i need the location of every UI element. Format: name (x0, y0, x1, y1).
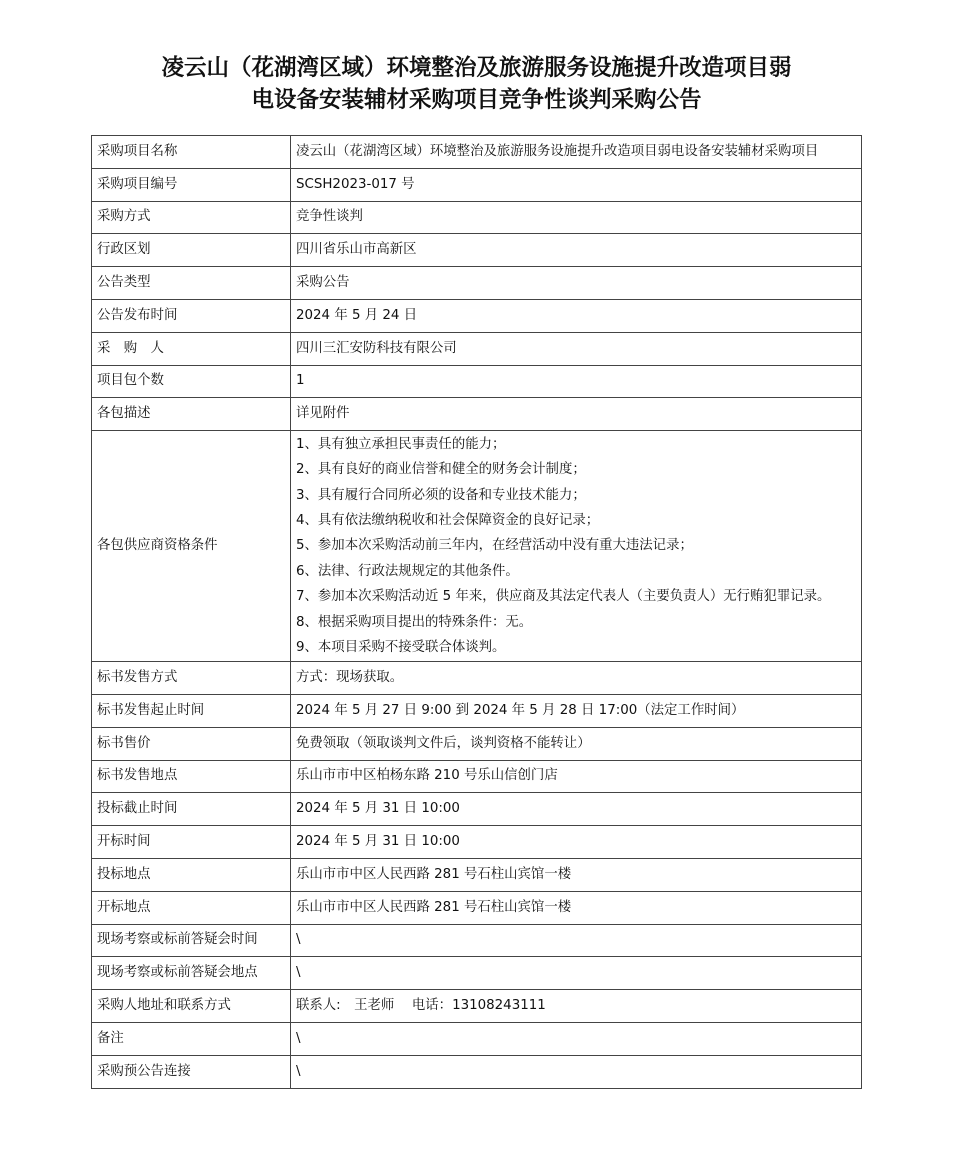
table-row (92, 1022, 862, 1055)
row-label: 采购人地址和联系方式 (92, 990, 291, 1023)
table-row (92, 662, 862, 695)
table-row (92, 332, 862, 365)
row-value: 2024 年 5 月 31 日 10:00 (291, 793, 862, 826)
table-row (92, 858, 862, 891)
row-value: 2024 年 5 月 27 日 9:00 到 2024 年 5 月 28 日 17:00（法定工作时间） (291, 694, 862, 727)
row-label: 各包描述 (92, 398, 291, 431)
table-row (92, 793, 862, 826)
row-label: 开标地点 (92, 891, 291, 924)
row-label: 现场考察或标前答疑会时间 (92, 924, 291, 957)
row-label: 开标时间 (92, 826, 291, 859)
table-row (92, 398, 862, 431)
title-line-2: 电设备安装辅材采购项目竞争性谈判采购公告 (251, 87, 702, 113)
row-label: 标书发售地点 (92, 760, 291, 793)
table-row (92, 267, 862, 300)
table-row (92, 299, 862, 332)
qualification-item: 2、具有良好的商业信誉和健全的财务会计制度； (296, 462, 586, 478)
table-row (92, 365, 862, 398)
qualification-list (291, 431, 862, 662)
row-value: 凌云山（花湖湾区域）环境整治及旅游服务设施提升改造项目弱电设备安装辅材采购项目 (291, 136, 862, 169)
qualification-item: 3、具有履行合同所必须的设备和专业技术能力； (296, 487, 586, 503)
qualification-item: 7、参加本次采购活动近 5 年来，供应商及其法定代表人（主要负责人）无行贿犯罪记录。 (296, 589, 831, 605)
title-line-1: 凌云山（花湖湾区域）环境整治及旅游服务设施提升改造项目弱 (161, 55, 792, 81)
row-value: 竞争性谈判 (291, 201, 862, 234)
qualification-item: 6、法律、行政法规规定的其他条件。 (296, 563, 519, 579)
qualification-item: 4、具有依法缴纳税收和社会保障资金的良好记录； (296, 513, 600, 529)
qualification-item: 1、具有独立承担民事责任的能力； (296, 436, 506, 452)
row-label: 公告类型 (92, 267, 291, 300)
table-row (92, 1055, 862, 1088)
row-label: 行政区划 (92, 234, 291, 267)
row-value: SCSH2023-017 号 (291, 168, 862, 201)
row-value: \ (291, 1055, 862, 1088)
row-value: 方式：现场获取。 (291, 662, 862, 695)
row-value: 详见附件 (291, 398, 862, 431)
table-row (92, 201, 862, 234)
row-label: 投标截止时间 (92, 793, 291, 826)
table-row (92, 760, 862, 793)
table-row (92, 826, 862, 859)
row-value: \ (291, 957, 862, 990)
row-label: 采购方式 (92, 201, 291, 234)
qualification-item: 5、参加本次采购活动前三年内，在经营活动中没有重大违法记录； (296, 538, 693, 554)
row-value: 乐山市市中区人民西路 281 号石柱山宾馆一楼 (291, 891, 862, 924)
row-label: 公告发布时间 (92, 299, 291, 332)
row-label: 标书售价 (92, 727, 291, 760)
row-label: 标书发售起止时间 (92, 694, 291, 727)
row-value: \ (291, 1022, 862, 1055)
row-label: 采购预公告连接 (92, 1055, 291, 1088)
row-label: 现场考察或标前答疑会地点 (92, 957, 291, 990)
row-value: 免费领取（领取谈判文件后，谈判资格不能转让） (291, 727, 862, 760)
row-label: 采购项目名称 (92, 136, 291, 169)
table-row (92, 891, 862, 924)
row-value: 联系人: 王老师 电话：13108243111 (291, 990, 862, 1023)
row-value: 乐山市市中区人民西路 281 号石柱山宾馆一楼 (291, 858, 862, 891)
notice-table (91, 135, 862, 1089)
table-row (92, 136, 862, 169)
row-value: 2024 年 5 月 31 日 10:00 (291, 826, 862, 859)
table-row (92, 727, 862, 760)
row-label: 备注 (92, 1022, 291, 1055)
table-row (92, 694, 862, 727)
qualification-label: 各包供应商资格条件 (92, 431, 291, 662)
table-row (92, 924, 862, 957)
row-label: 项目包个数 (92, 365, 291, 398)
row-value: 采购公告 (291, 267, 862, 300)
table-row (92, 234, 862, 267)
row-value: \ (291, 924, 862, 957)
table-row (92, 168, 862, 201)
row-value: 乐山市市中区柏杨东路 210 号乐山信创门店 (291, 760, 862, 793)
row-label: 采 购 人 (92, 332, 291, 365)
table-row (92, 957, 862, 990)
row-label: 采购项目编号 (92, 168, 291, 201)
table-row (92, 990, 862, 1023)
notice-title (0, 52, 953, 116)
qualification-item: 9、本项目采购不接受联合体谈判。 (296, 640, 506, 656)
row-value: 2024 年 5 月 24 日 (291, 299, 862, 332)
row-label: 标书发售方式 (92, 662, 291, 695)
qualification-row (92, 431, 862, 662)
row-value: 1 (291, 365, 862, 398)
row-value: 四川省乐山市高新区 (291, 234, 862, 267)
qualification-item: 8、根据采购项目提出的特殊条件：无。 (296, 614, 533, 630)
row-label: 投标地点 (92, 858, 291, 891)
row-value: 四川三汇安防科技有限公司 (291, 332, 862, 365)
